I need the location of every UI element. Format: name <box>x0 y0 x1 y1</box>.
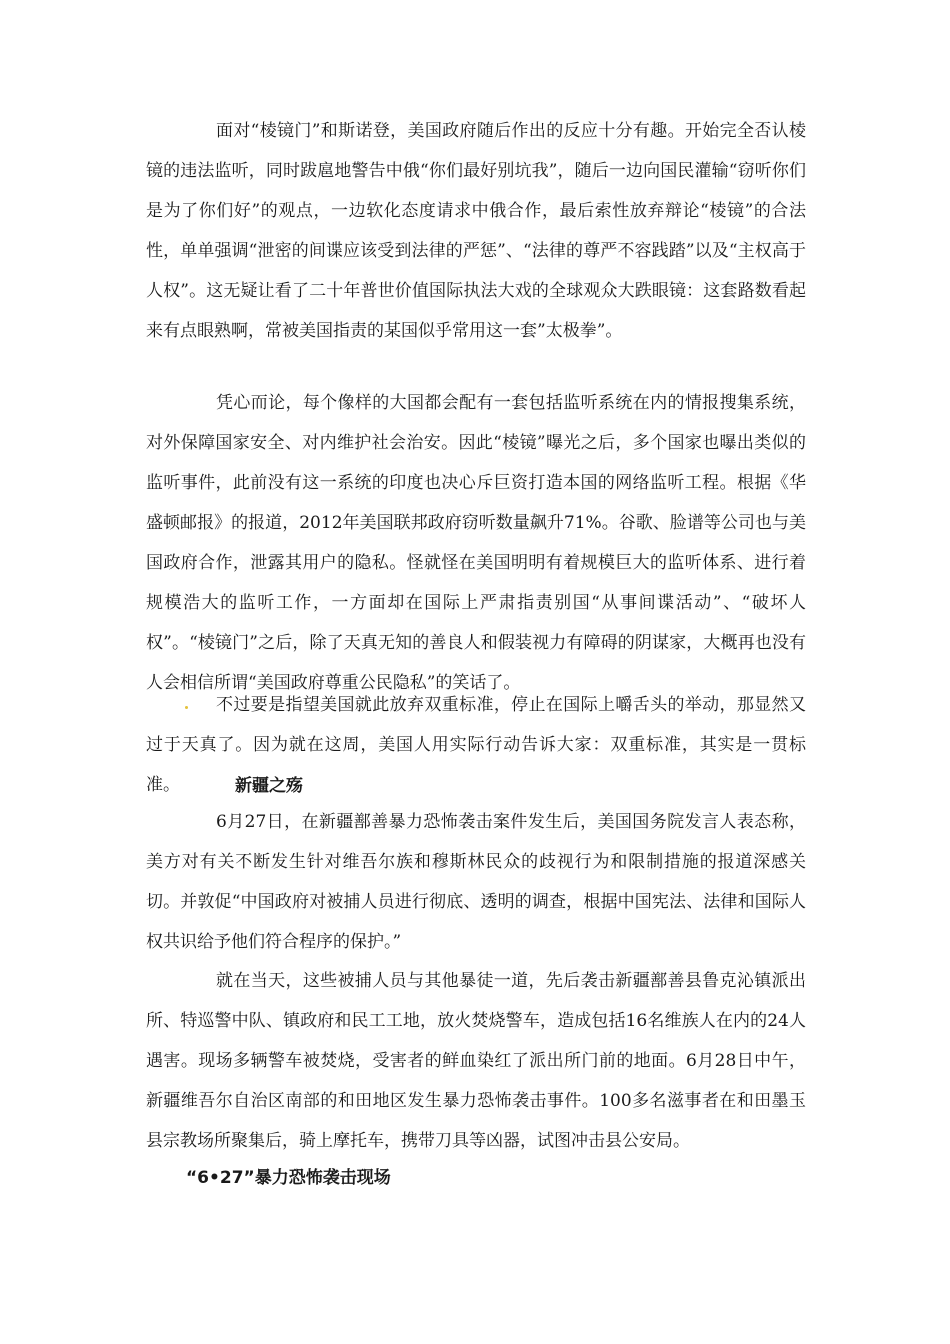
section-heading-xinjiang: 新疆之殇 <box>235 776 303 796</box>
paragraph-double-standard: 不过要是指望美国就此放弃双重标准，停止在国际上嚼舌头的举动，那显然又过于天真了。因为就在这周，美国人用实际行动告诉大家：双重标准，其实是一贯标准。 <box>146 695 806 795</box>
paragraph-surveillance-systems: 凭心而论，每个像样的大国都会配有一套包括监听系统在内的情报搜集系统，对外保障国家安全、对内维护社会治安。因此“棱镜”曝光之后，多个国家也曝出类似的监听事件，此前没有这一系统的印度也决心斥巨资打造本国的网络监听工程。根据《华盛顿邮报》的报道，2012年美国联邦政府窃听数量飙升71%。谷歌、脸谱等公司也与美国政府合作，泄露其用户的隐私。怪就怪在美国明明有着规模巨大的监听体系、进行着规模浩大的监听工作，一方面却在国际上严肃指责别国“从事间谍活动”、“破坏人权”。“棱镜门”之后，除了天真无知的善良人和假装视力有障碍的阴谋家，大概再也没有人会相信所谓“美国政府尊重公民隐私”的笑话了。 <box>146 393 806 693</box>
paragraph-june-27-statement: 6月27日，在新疆鄯善暴力恐怖袭击案件发生后，美国国务院发言人表态称，美方对有关不断发生针对维吾尔族和穆斯林民众的歧视行为和限制措施的报道深感关切。并敦促“中国政府对被捕人员进行彻底、透明的调查，根据中国宪法、法律和国际人权共识给予他们符合程序的保护。” <box>146 812 806 952</box>
paragraph-attack-details: 就在当天，这些被捕人员与其他暴徒一道，先后袭击新疆鄯善县鲁克沁镇派出所、特巡警中队、镇政府和民工工地，放火焚烧警车，造成包括16名维族人在内的24人遇害。现场多辆警车被焚烧，受害者的鲜血染红了派出所门前的地面。6月28日中午，新疆维吾尔自治区南部的和田地区发生暴力恐怖袭击事件。100多名滋事者在和田墨玉县宗教场所聚集后，骑上摩托车，携带刀具等凶器，试图冲击县公安局。 <box>146 971 806 1151</box>
paragraph-prism-reaction: 面对“棱镜门”和斯诺登，美国政府随后作出的反应十分有趣。开始完全否认棱镜的违法监听，同时跋扈地警告中俄“你们最好别坑我”，随后一边向国民灌输“窃听你们是为了你们好”的观点，一边软化态度请求中俄合作，最后索性放弃辩论“棱镜”的合法性，单单强调“泄密的间谍应该受到法律的严惩”、“法律的尊严不容践踏”以及“主权高于人权”。这无疑让看了二十年普世价值国际执法大戏的全球观众大跌眼镜：这套路数看起来有点眼熟啊，常被美国指责的某国似乎常用这一套”太极拳”。 <box>146 121 806 341</box>
section-heading-scene: “6•27”暴力恐怖袭击现场 <box>186 1168 391 1188</box>
